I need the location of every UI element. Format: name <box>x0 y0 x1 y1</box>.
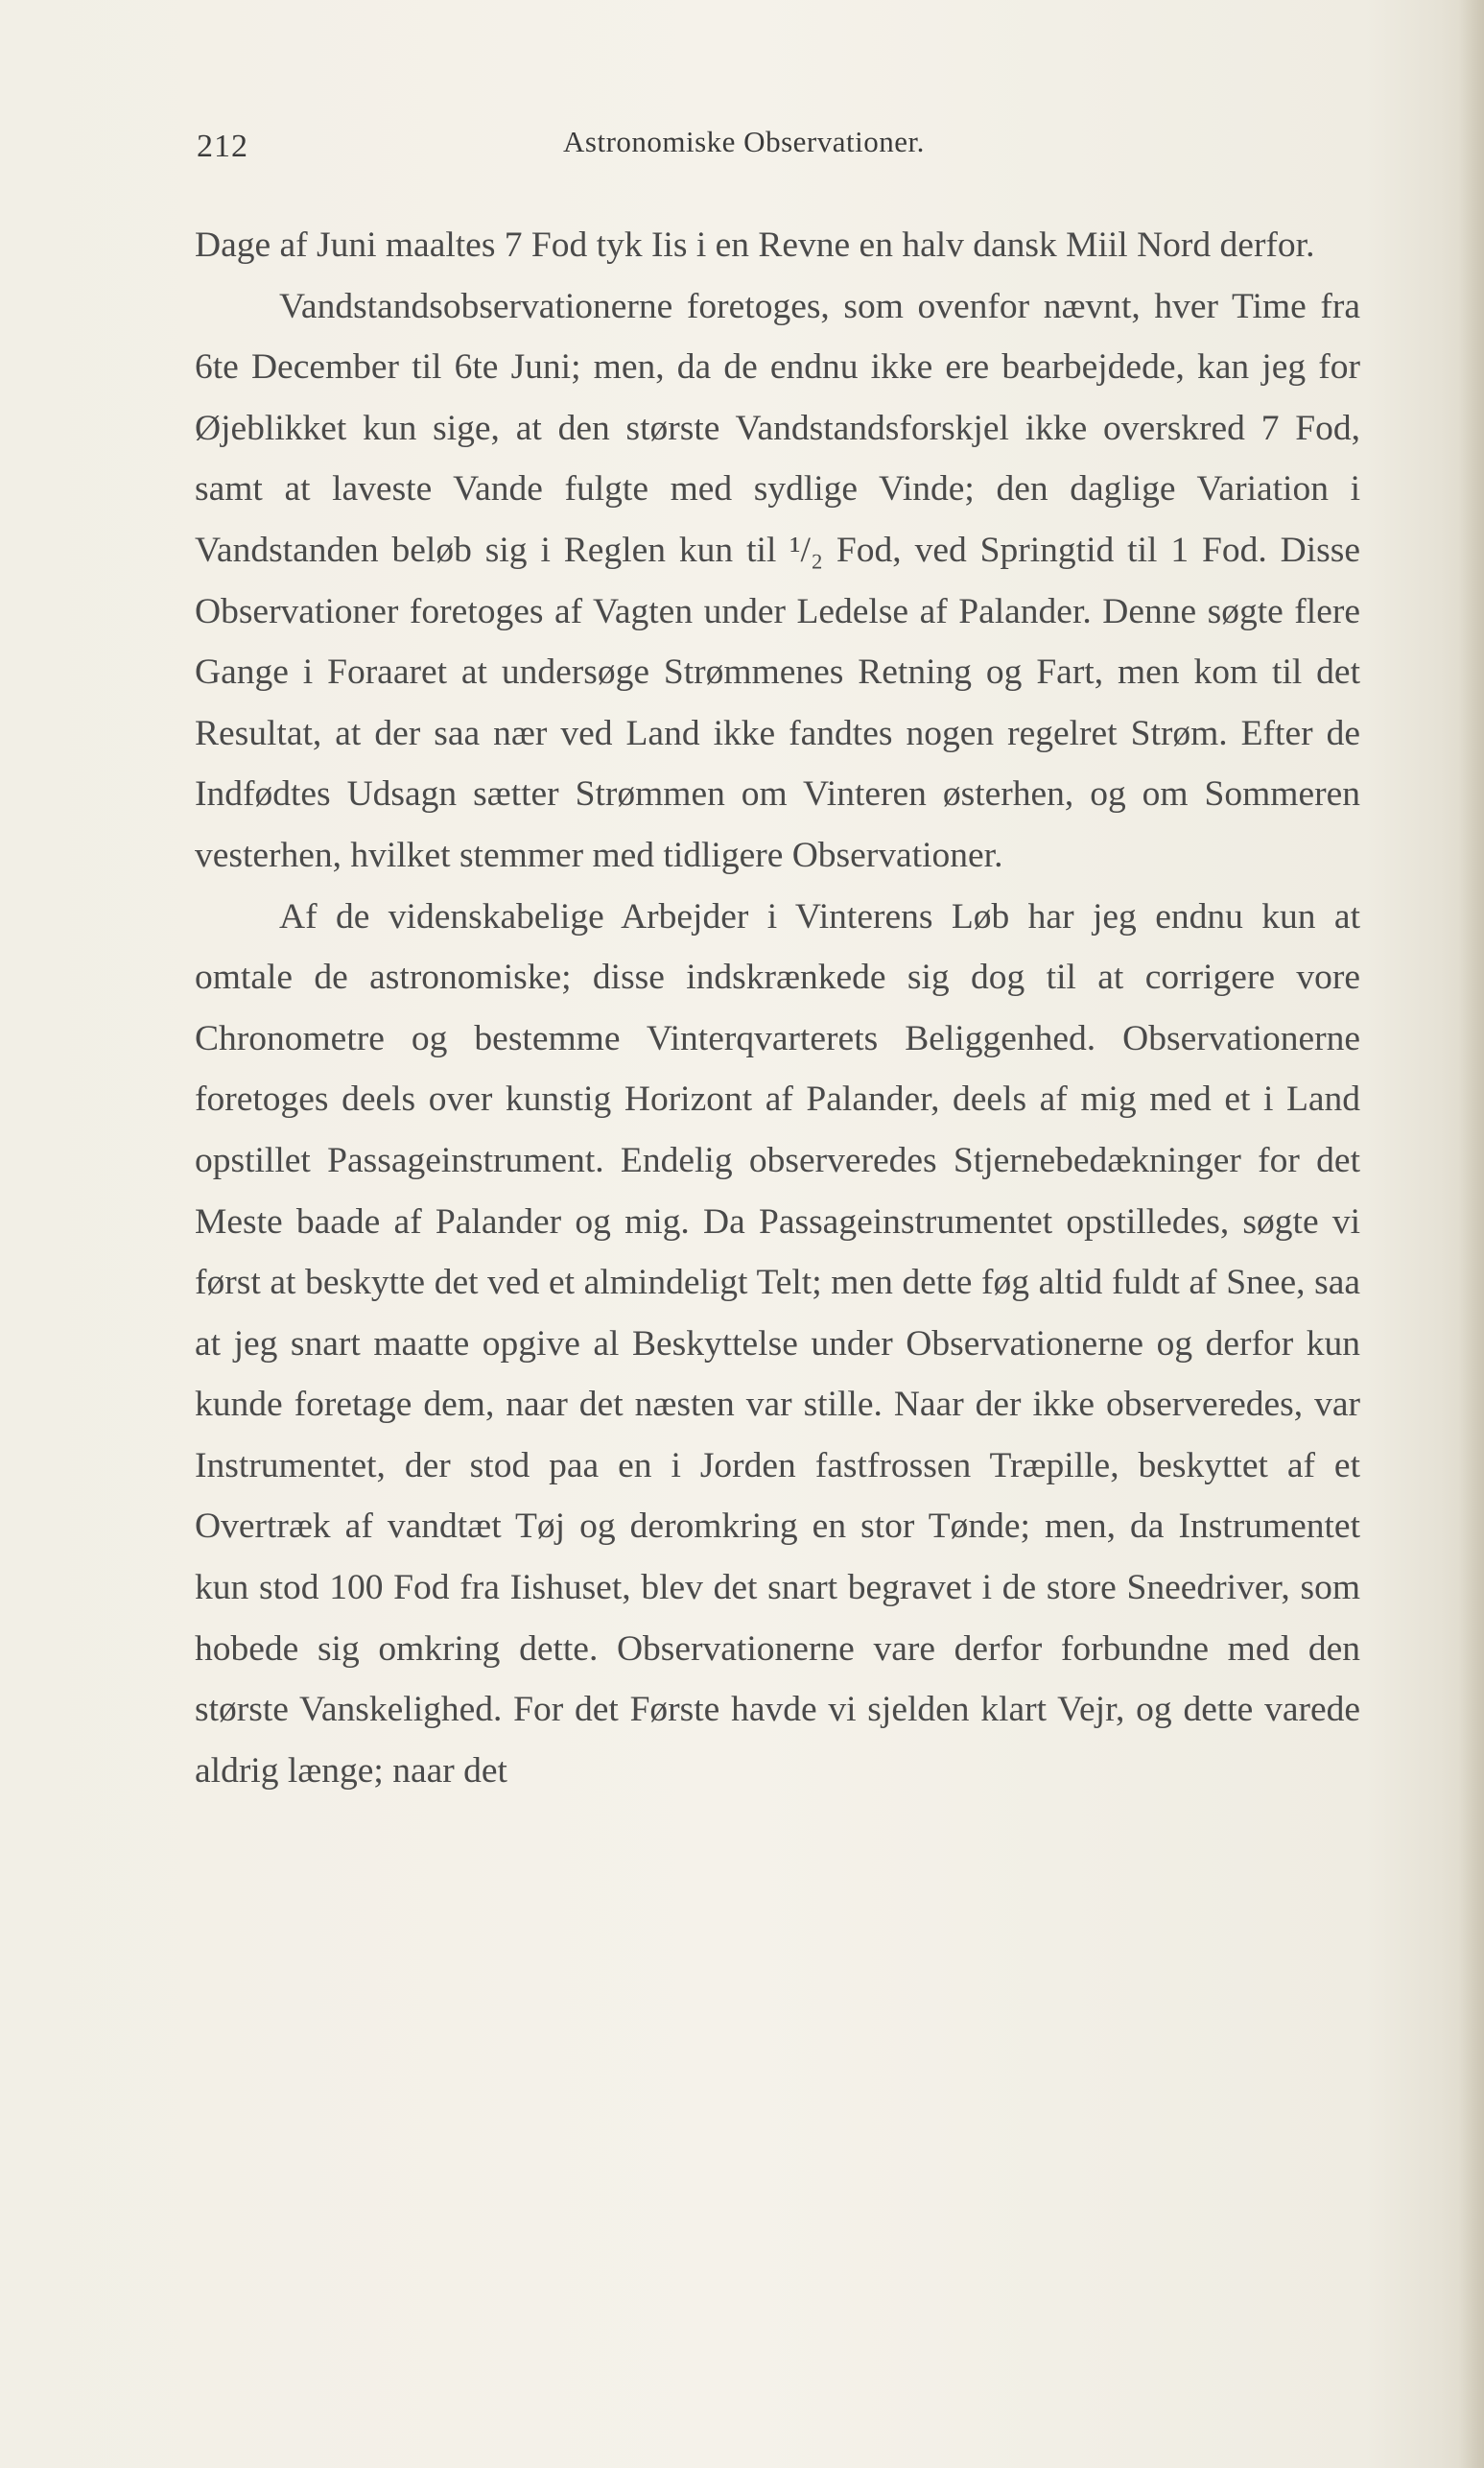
body-text <box>195 215 1360 1801</box>
paragraph: Dage af Juni maaltes 7 Fod tyk Iis i en Revne en halv dansk Miil Nord derfor. <box>195 225 1315 265</box>
running-title: Astronomiske Observationer. <box>563 125 925 158</box>
page-number: 212 <box>197 129 248 164</box>
page-edge-shadow <box>1459 0 1484 2468</box>
page-header <box>197 121 1362 169</box>
paragraph: Af de videnskabelige Arbejder i Vinterens Løb har jeg endnu kun at omtale de astronomiske; disse indskrænkede sig dog til at corrigere vore Chronometre og bestemme Vinterqvarterets Beliggenhed. Observationerne foretoges deels over kunstig Horizont af Palander, deels af mig med et i Land opstillet Passageinstrument. Endelig observeredes Stjernebedækninger for det Meste baade af Palander og mig. Da Passageinstrumentet opstilledes, søgte vi først at beskytte det ved et almindeligt Telt; men dette føg altid fuldt af Snee, saa at jeg snart maatte opgive al Beskyttelse under Observationerne og derfor kun kunde foretage dem, naar det næsten var stille. Naar der ikke observeredes, var Instrumentet, der stod paa en i Jorden fastfrossen Træpille, beskyttet af et Overtræk af vandtæt Tøj og deromkring en stor Tønde; men, da Instrumentet kun stod 100 Fod fra Iishuset, blev det snart begravet i de store Sneedriver, som hobede sig omkring dette. Observationerne vare derfor forbundne med den største Vanskelighed. For det Første havde vi sjelden klart Vejr, og dette varede aldrig længe; naar det <box>195 896 1360 1791</box>
paragraph: Vandstandsobservationerne foretoges, som ovenfor nævnt, hver Time fra 6te December til 6te Juni; men, da de endnu ikke ere bearbejdede, kan jeg for Øjeblikket kun sige, at den største Vandstandsforskjel ikke overskred 7 Fod, samt at laveste Vande fulgte med sydlige Vinde; den daglige Variation i Vandstanden beløb sig i Reglen kun til ¹/₂ Fod, ved Springtid til 1 Fod. Disse Observationer foretoges af Vagten under Ledelse af Palander. Denne søgte flere Gange i Foraaret at undersøge Strømmenes Retning og Fart, men kom til det Resultat, at der saa nær ved Land ikke fandtes nogen regelret Strøm. Efter de Indfødtes Udsagn sætter Strømmen om Vinteren østerhen, og om Sommeren vesterhen, hvilket stemmer med tidligere Observationer. <box>195 286 1360 875</box>
